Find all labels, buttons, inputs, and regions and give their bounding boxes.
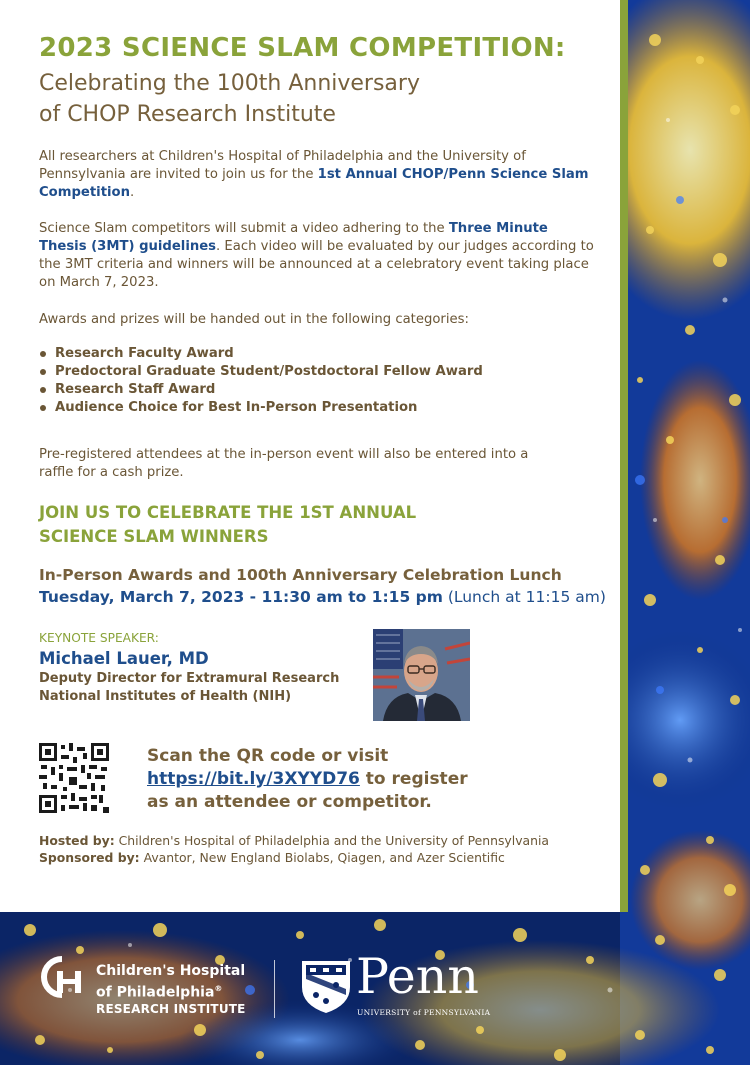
thesis-text-2: . Each video will be evaluated by our judges according to the 3MT criteria and winners will be announced at a celebratory event taking place on March 7, 2023. <box>39 239 594 290</box>
penn-shield-icon <box>300 959 352 1015</box>
event-lunch-time: (Lunch at 11:15 am) <box>442 588 606 606</box>
award-item: Predoctoral Graduate Student/Postdoctoral Fellow Award <box>39 363 483 381</box>
keynote-label: KEYNOTE SPEAKER: <box>39 631 159 645</box>
raffle-paragraph: Pre-registered attendees at the in-person event will also be entered into a raffle for a cash prize. <box>39 447 529 480</box>
subtitle-line-1: Celebrating the 100th Anniversary <box>39 71 420 96</box>
speaker-photo <box>373 629 470 721</box>
awards-intro: Awards and prizes will be handed out in the following categories: <box>39 312 469 327</box>
chop-name-line-2-text: of Philadelphia <box>96 984 215 1001</box>
chop-registered-mark: ® <box>214 984 223 993</box>
hosted-by-line <box>39 832 549 849</box>
accent-stripe <box>620 0 628 912</box>
keynote-name: Michael Lauer, MD <box>39 649 209 668</box>
thesis-paragraph <box>39 220 599 292</box>
keynote-role-line-2: National Institutes of Health (NIH) <box>39 689 292 704</box>
chop-name-line-1: Children's Hospital <box>96 963 246 979</box>
award-item: Audience Choice for Best In-Person Presentation <box>39 399 483 417</box>
subtitle-line-2: of CHOP Research Institute <box>39 102 336 127</box>
sponsored-by-line <box>39 849 549 866</box>
join-line-1: JOIN US TO CELEBRATE THE 1ST ANNUAL <box>39 503 417 522</box>
intro-text: All researchers at Children's Hospital of Philadelphia and the University of Pennsylvania are invited to join us for the <box>39 149 526 182</box>
event-date-time: Tuesday, March 7, 2023 - 11:30 am to 1:15 pm <box>39 588 443 606</box>
penn-wordmark: Penn <box>356 948 479 1005</box>
event-title: In-Person Awards and 100th Anniversary Celebration Lunch <box>39 566 562 584</box>
award-item: Research Staff Award <box>39 381 483 399</box>
awards-list <box>39 345 483 417</box>
thesis-guidelines-link[interactable]: Three Minute Thesis (3MT) guidelines <box>39 221 548 254</box>
hosted-by-label: Hosted by: <box>39 833 115 848</box>
award-item: Research Faculty Award <box>39 345 483 363</box>
thesis-text-1: Science Slam competitors will submit a video adhering to the <box>39 221 449 236</box>
sponsored-by-label: Sponsored by: <box>39 850 140 865</box>
event-date <box>39 588 606 606</box>
chop-research-institute-label: RESEARCH INSTITUTE <box>96 1002 246 1016</box>
logo-divider <box>274 960 275 1018</box>
scan-line-1: Scan the QR code or visit <box>147 746 389 766</box>
credits <box>39 832 549 866</box>
intro-highlight: 1st Annual CHOP/Penn Science Slam Competition <box>39 167 589 200</box>
scan-line-3: as an attendee or competitor. <box>147 792 432 812</box>
penn-university-label: UNIVERSITY of PENNSYLVANIA <box>357 1008 491 1017</box>
page-subtitle <box>39 68 599 130</box>
intro-paragraph <box>39 148 599 202</box>
keynote-role-line-1: Deputy Director for Extramural Research <box>39 671 340 686</box>
chop-name <box>96 963 245 1002</box>
registration-instructions <box>147 745 468 814</box>
keynote-role <box>39 670 339 706</box>
hosted-by-text: Children's Hospital of Philadelphia and the University of Pennsylvania <box>114 833 550 848</box>
scan-line-2-rest: to register <box>359 769 468 789</box>
registration-qr-code[interactable] <box>39 743 109 813</box>
join-line-2: SCIENCE SLAM WINNERS <box>39 527 269 546</box>
registration-link[interactable]: https://bit.ly/3XYYD76 <box>147 769 360 789</box>
chop-logo-icon <box>40 955 88 999</box>
intro-end: . <box>129 185 135 200</box>
chop-name-line-2 <box>96 980 245 1002</box>
sponsored-by-text: Avantor, New England Biolabs, Qiagen, and Azer Scientific <box>139 850 505 865</box>
page-title: 2023 SCIENCE SLAM COMPETITION: <box>39 33 566 63</box>
join-heading <box>39 501 416 549</box>
scan-line-2 <box>147 768 468 791</box>
